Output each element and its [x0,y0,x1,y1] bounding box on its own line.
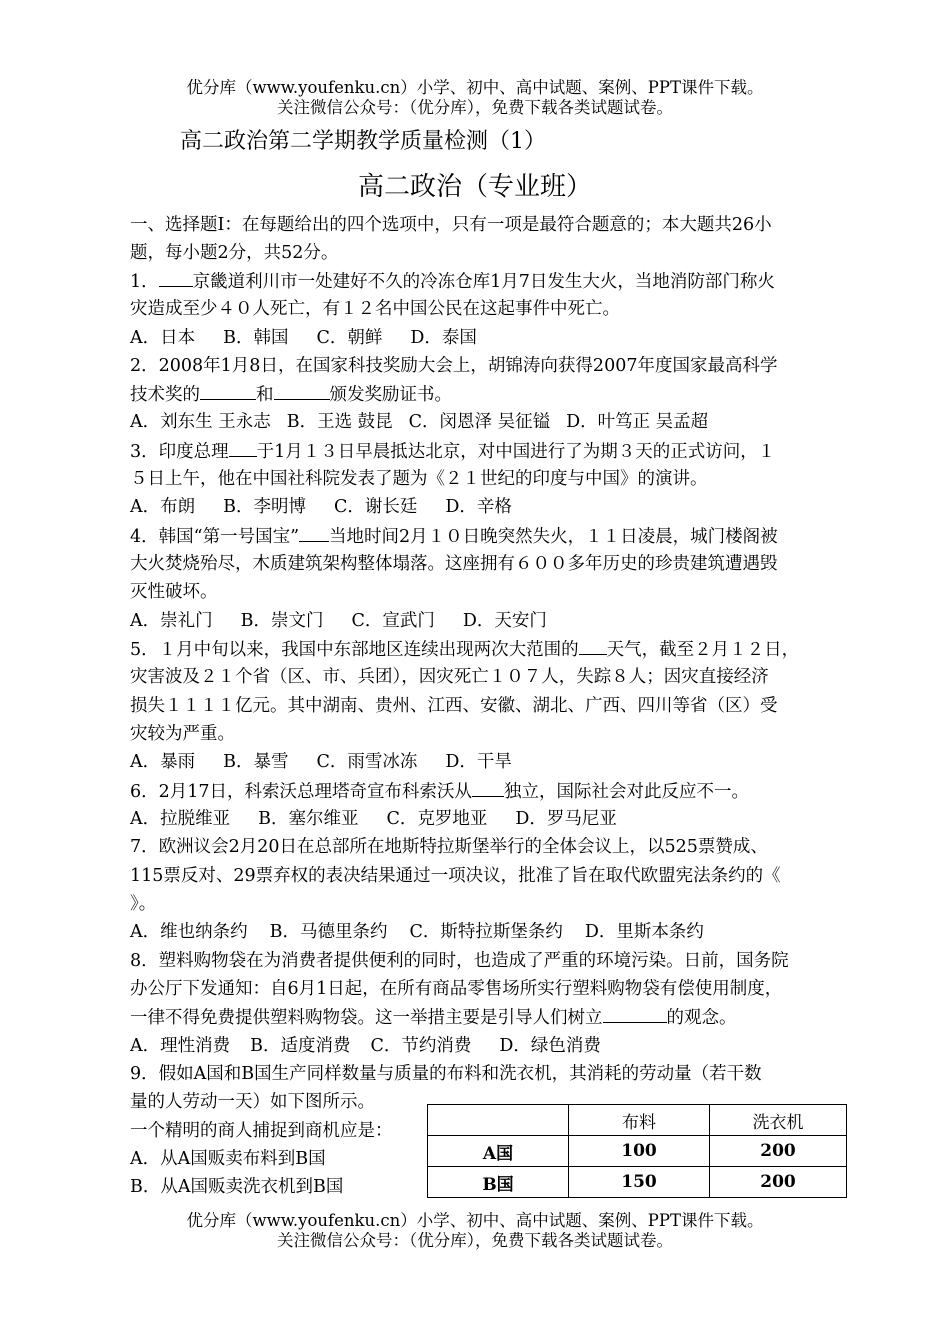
q1-blank [159,270,193,287]
q3-line-2: ５日上午，他在中国社科院发表了题为《２１世纪的印度与中国》的演讲。 [130,469,708,489]
q6-option-c: C．克罗地亚 [386,809,488,829]
q3-option-b: B．李明博 [223,497,307,517]
q3-option-a: A．布朗 [130,497,196,517]
q2-option-a: A．刘东生 王永志 [130,412,271,432]
table-cell: 150 [569,1167,710,1198]
q7-line-1: 7．欧洲议会2月20日在总部所在地斯特拉斯堡举行的全体会议上，以525票赞成、 [130,837,768,857]
q5-text-b: 天气，截至２月１２日， [606,640,800,660]
q5-line-2: 灾害波及２１个省（区、市、兵团），因灾死亡１０７人，失踪８人；因灾直接经济 [130,667,769,687]
q3-option-d: D．辛格 [445,497,512,517]
q1-line-2: 灾造成至少４０人死亡，有１２名中国公民在这起事件中死亡。 [130,299,620,319]
q1-number: 1． [130,272,159,292]
q8-option-a: A．理性消费 [130,1036,231,1056]
q8-option-b: B．适度消费 [250,1036,351,1056]
q1-text-a: 京畿道利川市一处建好不久的冷冻仓库1月7日发生大火，当地消防部门称火 [192,272,775,292]
q4-blank [299,525,329,542]
q6-text-b: 独立，国际社会对此反应不一。 [504,782,750,802]
q2-blank-1 [200,383,256,400]
section-line-1: 一、选择题Ⅰ：在每题给出的四个选项中，只有一项是最符合题意的；本大题共26小 [130,215,772,235]
exam-title: 高二政治第二学期教学质量检测（1） [180,129,546,154]
q5-line-4: 灾较为严重。 [130,724,235,744]
q4-option-a: A．崇礼门 [130,611,213,631]
q7-option-c: C．斯特拉斯堡条约 [409,922,563,942]
q4-line-2: 大火焚烧殆尽，木质建筑架构整体塌落。这座拥有６００多年历史的珍贵建筑遭遇毁 [130,554,778,574]
q3-line-1 [130,440,775,463]
q2-text-c: 颁发奖励证书。 [329,385,452,405]
q8-line-2: 办公厅下发通知：自6月1日起，在所有商品零售场所实行塑料购物袋有偿使用制度， [130,979,783,999]
exam-subtitle: 高二政治（专业班） [357,172,592,202]
q1-option-c: C．朝鲜 [316,328,383,348]
q2-blank-2 [274,383,330,400]
q4-option-c: C．宣武门 [351,611,435,631]
q3-text-a: 3．印度总理 [130,442,229,462]
q5-option-a: A．暴雨 [130,752,196,772]
q9-line-2: 量的人劳动一天）如下图所示。 [130,1092,375,1112]
q5-option-d: D．干旱 [445,752,512,772]
q4-text-a: 4．韩国“第一号国宝” [130,527,300,547]
q7-line-2: 115票反对、29票弃权的表决结果通过一项决议，批准了旨在取代欧盟宪法条约的《 [130,866,781,886]
q4-text-b: 当地时间2月１０日晚突然失火，１１日凌晨，城门楼阁被 [329,527,778,547]
q8-option-c: C．节约消费 [370,1036,472,1056]
q9-line-1: 9．假如A国和B国生产同样数量与质量的布料和洗衣机，其消耗的劳动量（若干数 [130,1064,762,1084]
q2-line-2 [130,383,452,406]
q2-option-d: D．叶笃正 吴孟超 [566,412,709,432]
q6-option-b: B．塞尔维亚 [258,809,359,829]
q3-blank [229,440,257,457]
q2-line-1: 2．2008年1月8日，在国家科技奖励大会上，胡锦涛向获得2007年度国家最高科学 [130,356,778,376]
table-cell: 200 [710,1167,847,1198]
q2-options [130,411,736,433]
q7-option-d: D．里斯本条约 [584,922,704,942]
q6-blank [472,780,504,797]
q8-line-1: 8．塑料购物袋在为消费者提供便利的同时，也造成了严重的环境污染。日前，国务院 [130,951,789,971]
table-cell: 200 [710,1136,847,1167]
table-header-cell: 布料 [569,1105,710,1136]
q2-option-b: B．王选 鼓昆 [286,412,393,432]
footer-line-1: 优分库（www.youfenku.cn）小学、初中、高中试题、案例、PPT课件下载。 [186,1211,764,1230]
q7-option-a: A．维也纳条约 [130,922,248,942]
table-cell: 100 [569,1136,710,1167]
q6-option-a: A．拉脱维亚 [130,809,231,829]
q8-option-d: D．绿色消费 [499,1036,601,1056]
table-row [428,1167,847,1198]
q4-option-b: B．崇文门 [240,611,324,631]
q5-options [130,751,540,773]
q7-option-b: B．马德里条约 [269,922,388,942]
q6-line-1 [130,780,749,803]
q4-line-3: 灭性破坏。 [130,582,218,602]
q8-options [130,1035,629,1057]
footer-line-2: 关注微信公众号：（优分库），免费下载各类试题试卷。 [277,1231,673,1250]
q4-line-1 [130,525,778,548]
q7-options [130,921,732,943]
q1-option-d: D．泰国 [410,328,477,348]
q2-option-c: C．闵恩泽 吴征镒 [408,412,551,432]
q9-option-b: B．从A国贩卖洗衣机到B国 [130,1177,344,1197]
q4-option-d: D．天安门 [462,611,547,631]
q9-line-3: 一个精明的商人捕捉到商机应是： [130,1121,393,1141]
q6-option-d: D．罗马尼亚 [515,809,617,829]
q1-option-b: B．韩国 [223,328,289,348]
q4-options [130,610,575,632]
q6-options [130,808,645,830]
q2-text-a: 技术奖的 [130,385,200,405]
table-row [428,1136,847,1167]
table-header-cell [428,1105,569,1136]
q5-option-b: B．暴雪 [223,752,289,772]
q5-line-1 [130,638,799,661]
q3-options [130,496,540,518]
q1-line-1 [130,270,775,293]
table-header-cell: 洗衣机 [710,1105,847,1136]
q3-text-b: 于1月１３日早晨抵达北京，对中国进行了为期３天的正式访问，１ [256,442,776,462]
q6-text-a: 6．2月17日，科索沃总理塔奇宣布科索沃从 [130,782,473,802]
q9-option-a: A．从A国贩卖布料到B国 [130,1149,326,1169]
section-line-2: 题，每小题2分，共52分。 [130,243,339,263]
q2-text-b: 和 [256,385,274,405]
header-line-2: 关注微信公众号：（优分库），免费下载各类试题试卷。 [277,98,673,117]
header-line-1: 优分库（www.youfenku.cn）小学、初中、高中试题、案例、PPT课件下载。 [186,78,764,97]
q3-option-c: C．谢长廷 [334,497,418,517]
q5-option-c: C．雨雪冰冻 [316,752,418,772]
q1-option-a: A．日本 [130,328,196,348]
q7-line-3: 》。 [130,894,157,914]
table-cell: A国 [428,1136,569,1167]
table-cell: B国 [428,1167,569,1198]
q8-line-3 [130,1006,737,1029]
q8-text-b: 的观念。 [666,1008,737,1028]
q5-line-3: 损失１１１１亿元。其中湖南、贵州、江西、安徽、湖北、广西、四川等省（区）受 [130,696,778,716]
table-header-row [428,1105,847,1136]
labor-table [427,1104,847,1198]
q8-text-a: 一律不得免费提供塑料购物袋。这一举措主要是引导人们树立 [130,1008,603,1028]
q5-text-a: 5．１月中旬以来，我国中东部地区连续出现两次大范围的 [130,640,579,660]
q5-blank [579,638,607,655]
q8-blank [603,1006,667,1023]
q1-options [130,327,505,349]
